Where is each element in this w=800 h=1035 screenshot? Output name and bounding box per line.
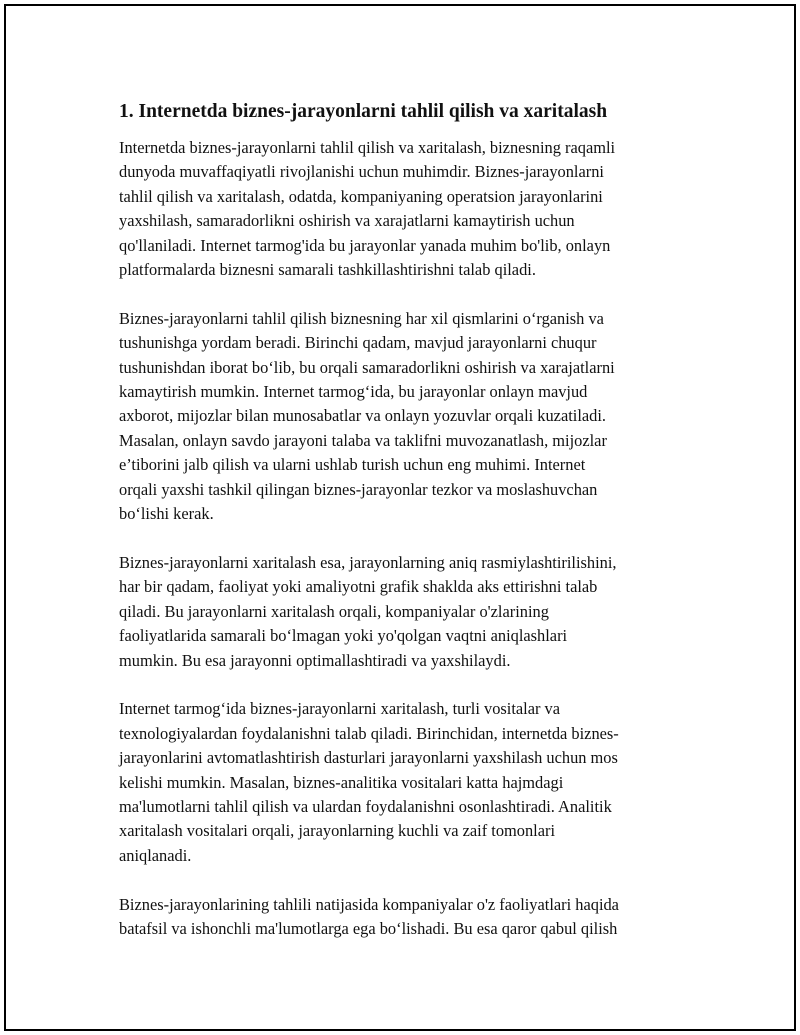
text-line: ma'lumotlarni tahlil qilish va ulardan foydalanishni osonlashtiradi. Analitik <box>119 796 612 816</box>
text-line: tahlil qilish va xaritalash, odatda, kompaniyaning operatsion jarayonlarini <box>119 186 603 206</box>
text-line: aniqlanadi. <box>119 845 192 865</box>
text-line: orqali yaxshi tashkil qilingan biznes-jarayonlar tezkor va moslashuvchan <box>119 479 598 499</box>
text-line: e’tiborini jalb qilish va ularni ushlab turish uchun eng muhimi. Internet <box>119 455 586 475</box>
text-line: platformalarda biznesni samarali tashkillashtirishni talab qiladi. <box>119 260 536 280</box>
text-line: dunyoda muvaffaqiyatli rivojlanishi uchun muhimdir. Biznes-jarayonlarni <box>119 162 604 182</box>
text-line: qiladi. Bu jarayonlarni xaritalash orqali, kompaniyalar o'zlarining <box>119 601 549 621</box>
page-frame <box>4 4 796 1031</box>
text-line: batafsil va ishonchli ma'lumotlarga ega bo‘lishadi. Bu esa qaror qabul qilish <box>119 918 618 938</box>
text-line: har bir qadam, faoliyat yoki amaliyotni grafik shaklda aks ettirishni talab <box>119 577 598 597</box>
text-line: tushunishga yordam beradi. Birinchi qadam, mavjud jarayonlarni chuqur <box>119 333 597 353</box>
text-line: qo'llaniladi. Internet tarmog'ida bu jarayonlar yanada muhim bo'lib, onlayn <box>119 235 611 255</box>
paragraph-5 <box>119 893 699 942</box>
text-line: bo‘lishi kerak. <box>119 504 214 524</box>
text-line: Biznes-jarayonlarining tahlili natijasida kompaniyalar o'z faoliyatlari haqida <box>119 894 619 914</box>
section-heading: 1. Internetda biznes-jarayonlarni tahlil qilish va xaritalash <box>119 101 608 122</box>
text-line: yaxshilash, samaradorlikni oshirish va xarajatlarni kamaytirish uchun <box>119 211 575 231</box>
text-line: mumkin. Bu esa jarayonni optimallashtiradi va yaxshilaydi. <box>119 650 511 670</box>
paragraph-4 <box>119 697 699 868</box>
text-line: axborot, mijozlar bilan munosabatlar va onlayn yozuvlar orqali kuzatiladi. <box>119 406 607 426</box>
text-line: Internetda biznes-jarayonlarni tahlil qilish va xaritalash, biznesning raqamli <box>119 138 616 157</box>
text-line: jarayonlarini avtomatlashtirish dasturlari jarayonlarni yaxshilash uchun mos <box>119 748 618 768</box>
text-line: Internet tarmog‘ida biznes-jarayonlarni xaritalash, turli vositalar va <box>119 699 561 719</box>
text-line: Biznes-jarayonlarni xaritalash esa, jarayonlarning aniq rasmiylashtirilishini, <box>119 552 617 572</box>
text-line: texnologiyalardan foydalanishni talab qiladi. Birinchidan, internetda biznes- <box>119 723 619 743</box>
text-line: Masalan, onlayn savdo jarayoni talaba va taklifni muvozanatlash, mijozlar <box>119 430 607 450</box>
text-line: xaritalash vositalari orqali, jarayonlarning kuchli va zaif tomonlari <box>119 821 556 841</box>
paragraph-2 <box>119 307 699 527</box>
paragraph-1 <box>119 136 699 282</box>
text-line: kamaytirish mumkin. Internet tarmog‘ida, bu jarayonlar onlayn mavjud <box>119 382 588 402</box>
paragraph-3 <box>119 551 699 673</box>
text-line: faoliyatlarida samarali bo‘lmagan yoki yo'qolgan vaqtni aniqlashlari <box>119 626 568 646</box>
text-line: Biznes-jarayonlarni tahlil qilish biznesning har xil qismlarini o‘rganish va <box>119 308 604 328</box>
text-line: kelishi mumkin. Masalan, biznes-analitika vositalari katta hajmdagi <box>119 772 564 792</box>
text-line: tushunishdan iborat bo‘lib, bu orqali samaradorlikni oshirish va xarajatlarni <box>119 357 615 377</box>
document-body <box>119 99 699 966</box>
